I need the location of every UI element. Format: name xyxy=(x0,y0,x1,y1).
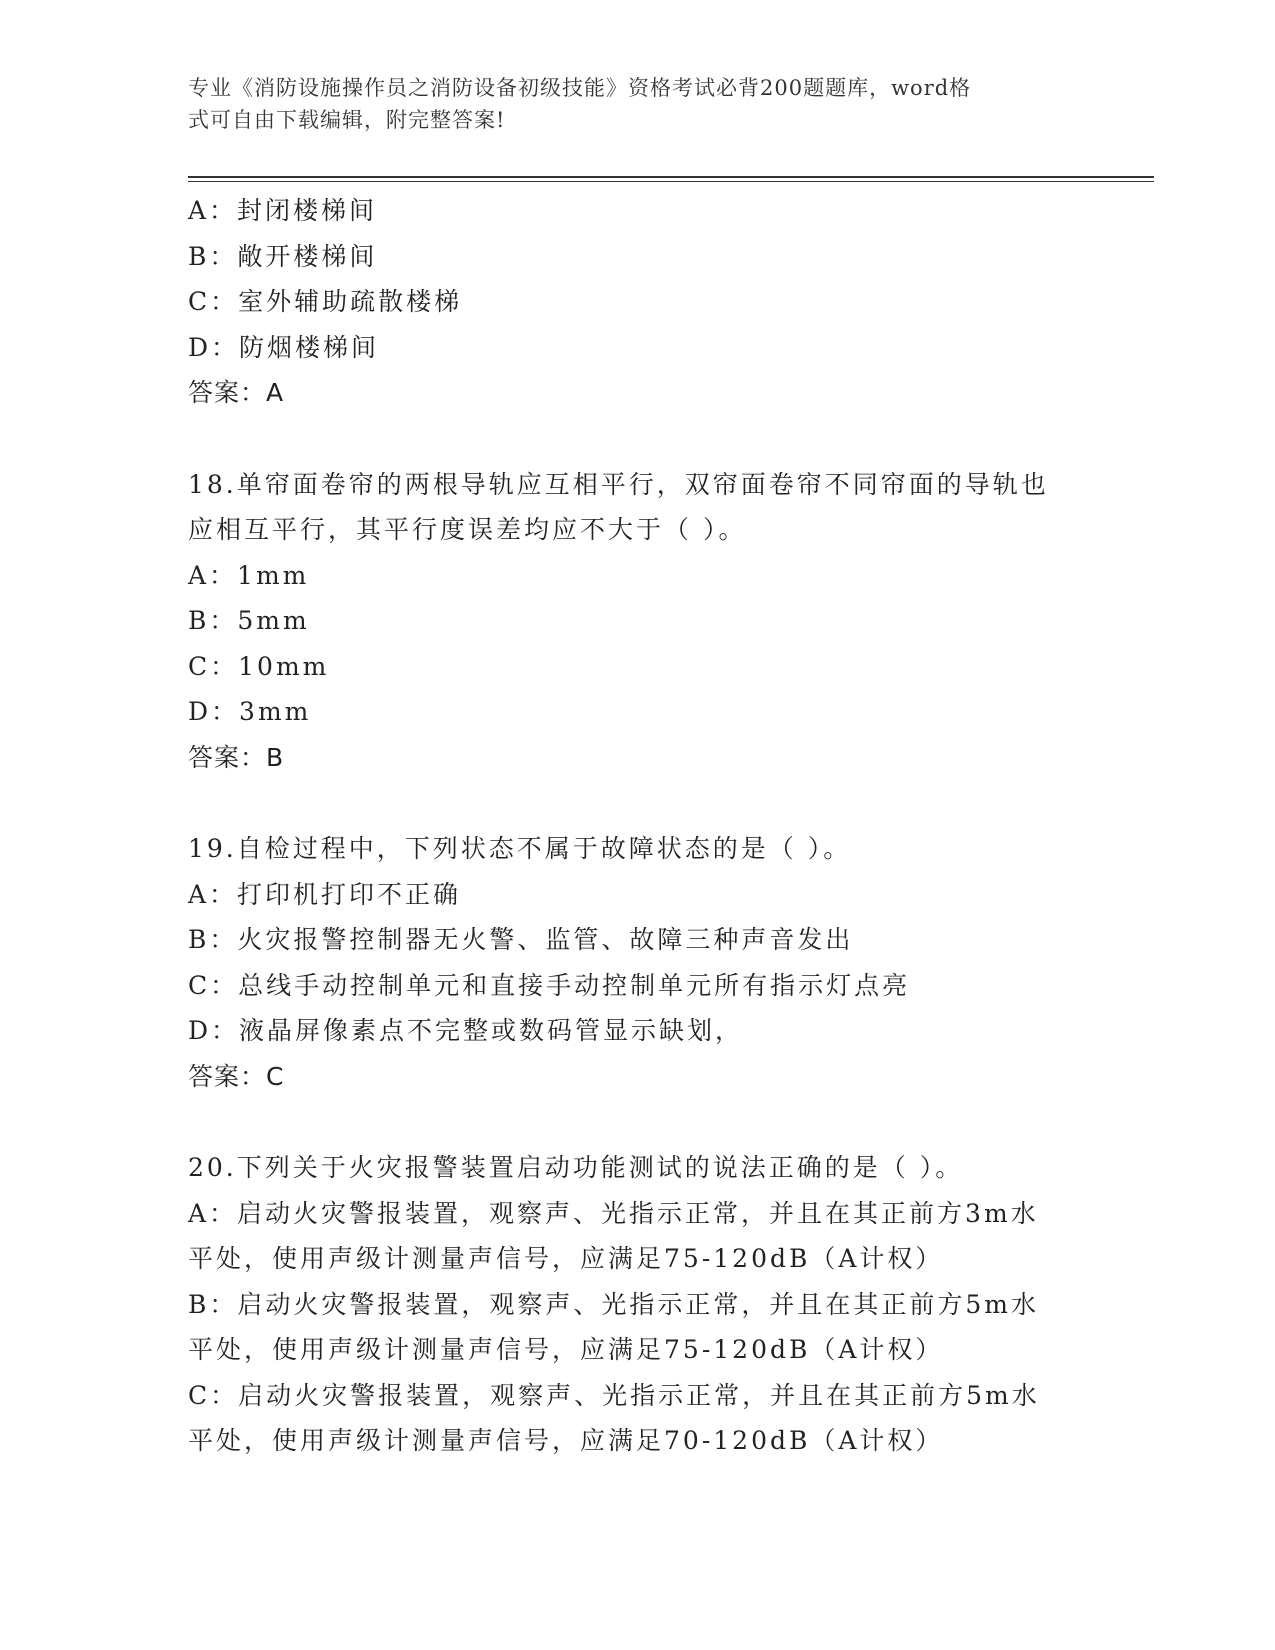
question-17 xyxy=(188,188,1088,416)
answer-line: 答案：C xyxy=(188,1061,285,1091)
option-b: B：启动火灾警报装置，观察声、光指示正常，并且在其正前方5m水 xyxy=(188,1289,1039,1319)
option-b: B：火灾报警控制器无火警、监管、故障三种声音发出 xyxy=(188,925,854,954)
question-20 xyxy=(188,1145,1088,1464)
spacer xyxy=(188,416,1088,462)
question-stem: 19.自检过程中，下列状态不属于故障状态的是（ ）。 xyxy=(188,834,852,863)
option-a-continued: 平处，使用声级计测量声信号，应满足75-120dB（A计权） xyxy=(188,1244,944,1273)
question-list xyxy=(188,188,1088,1464)
header-line-1: 专业《消防设施操作员之消防设备初级技能》资格考试必背200题题库，word格 xyxy=(188,76,972,100)
option-c: C：10mm xyxy=(188,651,330,681)
option-b-continued: 平处，使用声级计测量声信号，应满足75-120dB（A计权） xyxy=(188,1335,944,1364)
option-a: A：打印机打印不正确 xyxy=(188,879,462,909)
option-c: C：总线手动控制单元和直接手动控制单元所有指示灯点亮 xyxy=(188,970,911,1000)
question-stem: 20.下列关于火灾报警装置启动功能测试的说法正确的是（ ）。 xyxy=(188,1153,964,1182)
option-b: B：敞开楼梯间 xyxy=(188,241,378,271)
header-line-2: 式可自由下载编辑，附完整答案! xyxy=(188,108,506,132)
option-a: A：启动火灾警报装置，观察声、光指示正常，并且在其正前方3m水 xyxy=(188,1198,1039,1228)
answer-line: 答案：A xyxy=(188,378,285,407)
page-header xyxy=(188,72,1068,136)
question-stem: 18.单帘面卷帘的两根导轨应互相平行，双帘面卷帘不同帘面的导轨也 xyxy=(188,469,1049,499)
option-a: A：1mm xyxy=(188,560,310,590)
spacer xyxy=(188,1099,1088,1145)
option-d: D：防烟楼梯间 xyxy=(188,332,380,362)
option-d: D：液晶屏像素点不完整或数码管显示缺划， xyxy=(188,1016,744,1045)
option-b: B：5mm xyxy=(188,606,310,635)
option-a: A：封闭楼梯间 xyxy=(188,196,378,225)
question-stem-continued: 应相互平行，其平行度误差均应不大于（ ）。 xyxy=(188,515,747,544)
option-c-continued: 平处，使用声级计测量声信号，应满足70-120dB（A计权） xyxy=(188,1426,944,1455)
header-divider-thick xyxy=(188,176,1154,178)
option-c: C：室外辅助疏散楼梯 xyxy=(188,287,463,316)
question-18 xyxy=(188,462,1088,781)
spacer xyxy=(188,780,1088,826)
option-c: C：启动火灾警报装置，观察声、光指示正常，并且在其正前方5m水 xyxy=(188,1380,1040,1410)
header-divider-thin xyxy=(188,181,1154,182)
answer-line: 答案：B xyxy=(188,742,285,772)
question-19 xyxy=(188,826,1088,1099)
option-d: D：3mm xyxy=(188,697,312,726)
